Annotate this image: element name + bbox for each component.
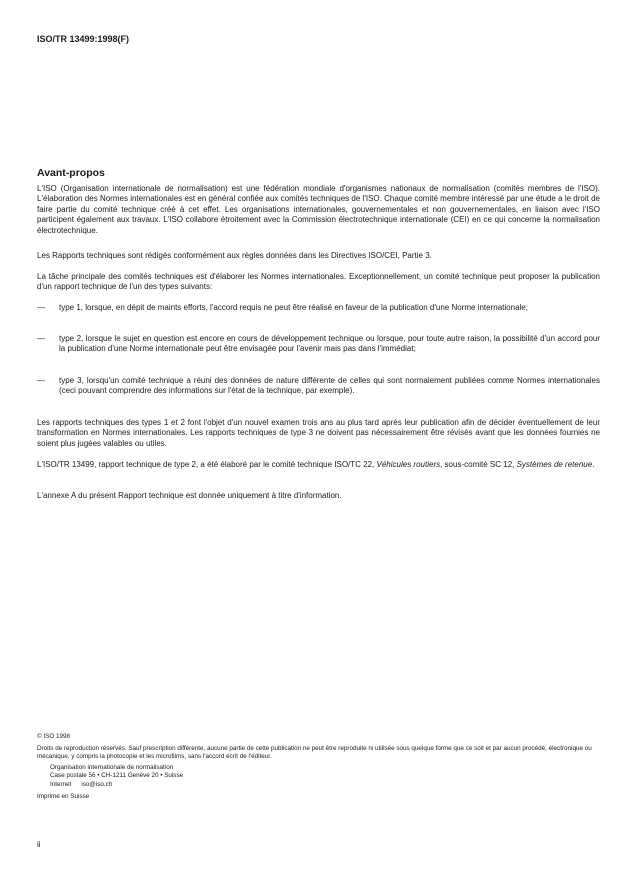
org-internet	[37, 781, 600, 790]
email-link[interactable]: iso@iso.ch	[81, 780, 113, 788]
list-item-text: type 1, lorsque, en dépit de maints efforts, l'accord requis ne peut être réalisé en faveur de la publication d'une Norme internationale;	[59, 303, 528, 312]
copyright-footer	[37, 733, 600, 801]
paragraph-committee	[37, 460, 600, 470]
document-id-header: ISO/TR 13499:1998(F)	[37, 34, 130, 44]
section-title: Avant-propos	[37, 167, 105, 179]
org-address: Case postale 56 • CH-1211 Genève 20 • Suisse	[50, 772, 184, 780]
paragraph-directives: Les Rapports techniques sont rédigés conformément aux règles données dans les Directives ISO/CEI, Partie 3.	[37, 251, 432, 260]
dash-bullet: —	[37, 303, 45, 312]
printed-in: Imprimé en Suisse	[37, 792, 90, 800]
copyright-line: © ISO 1998	[37, 733, 70, 740]
paragraph-review: Les rapports techniques des types 1 et 2 font l'objet d'un nouvel examen trois ans au plus tard après leur publication afin de décider éventuellement de leur transformation en Normes internationales. Les rapports techniques de type 3 ne doivent pas nécessairement être révisés avant que les données fournies ne soient plus jugées valables ou utiles.	[37, 418, 600, 448]
subcommittee-name: Systèmes de retenue	[516, 460, 593, 469]
list-item-type-3	[37, 376, 600, 397]
paragraph-annex: L'annexe A du présent Rapport technique est donnée uniquement à titre d'information.	[37, 491, 342, 500]
page-number: ii	[37, 840, 41, 849]
committee-name: Véhicules routiers	[376, 460, 441, 469]
paragraph-iso-intro: L'ISO (Organisation internationale de normalisation) est une fédération mondiale d'organismes nationaux de normalisation (comités membres de l'ISO). L'élaboration des Normes internationales est en général confiée aux comités techniques de l'ISO. Chaque comité membre intéressé par une étude a le droit de faire partie du comité technique créé à cet effet. Les organisations internationales, gouvernementales et non gouvernementales, en liaison avec l'ISO participent également aux travaux. L'ISO collabore étroitement avec la Commission électrotechnique internationale (CEI) en ce qui concerne la normalisation électrotechnique.	[37, 184, 600, 235]
paragraph-main-task: La tâche principale des comités techniques est d'élaborer les Normes internationales. Exceptionnellement, un comité technique peut proposer la publication d'un rapport technique de l'un des types suivants:	[37, 272, 600, 292]
dash-bullet: —	[37, 376, 45, 385]
rights-notice: Droits de reproduction réservés. Sauf prescription différente, aucune partie de cette publication ne peut être reproduite ni utilisée sous quelque forme que ce soit et par aucun procédé, électronique ou mécanique, y compris la photocopie et les microfilms, sans l'accord écrit de l'éditeur.	[37, 744, 592, 761]
committee-text: L'ISO/TR 13499, rapport technique de type 2, a été élaboré par le comité technique ISO/TC 22,	[37, 460, 377, 469]
list-item-type-2	[37, 334, 600, 355]
dash-bullet: —	[37, 334, 45, 343]
internet-label: Internet	[50, 780, 72, 788]
period: .	[592, 460, 595, 469]
committee-text: , sous-comité SC 12,	[440, 460, 517, 469]
list-item-text: type 3, lorsqu'un comité technique a réuni des données de nature différente de celles qui sont normalement publiées comme Normes internationales (ceci pouvant comprendre des informations sur l'état de la technique, par exemple).	[59, 376, 600, 396]
list-item-text: type 2, lorsque le sujet en question est encore en cours de développement technique ou lorsque, pour toute autre raison, la possibilité d'un accord pour la publication d'une Norme internationale peut être envisagée pour l'avenir mais pas dans l'immédiat;	[59, 334, 600, 354]
org-name: Organisation internationale de normalisation	[50, 763, 174, 771]
list-item-type-1	[37, 303, 600, 313]
